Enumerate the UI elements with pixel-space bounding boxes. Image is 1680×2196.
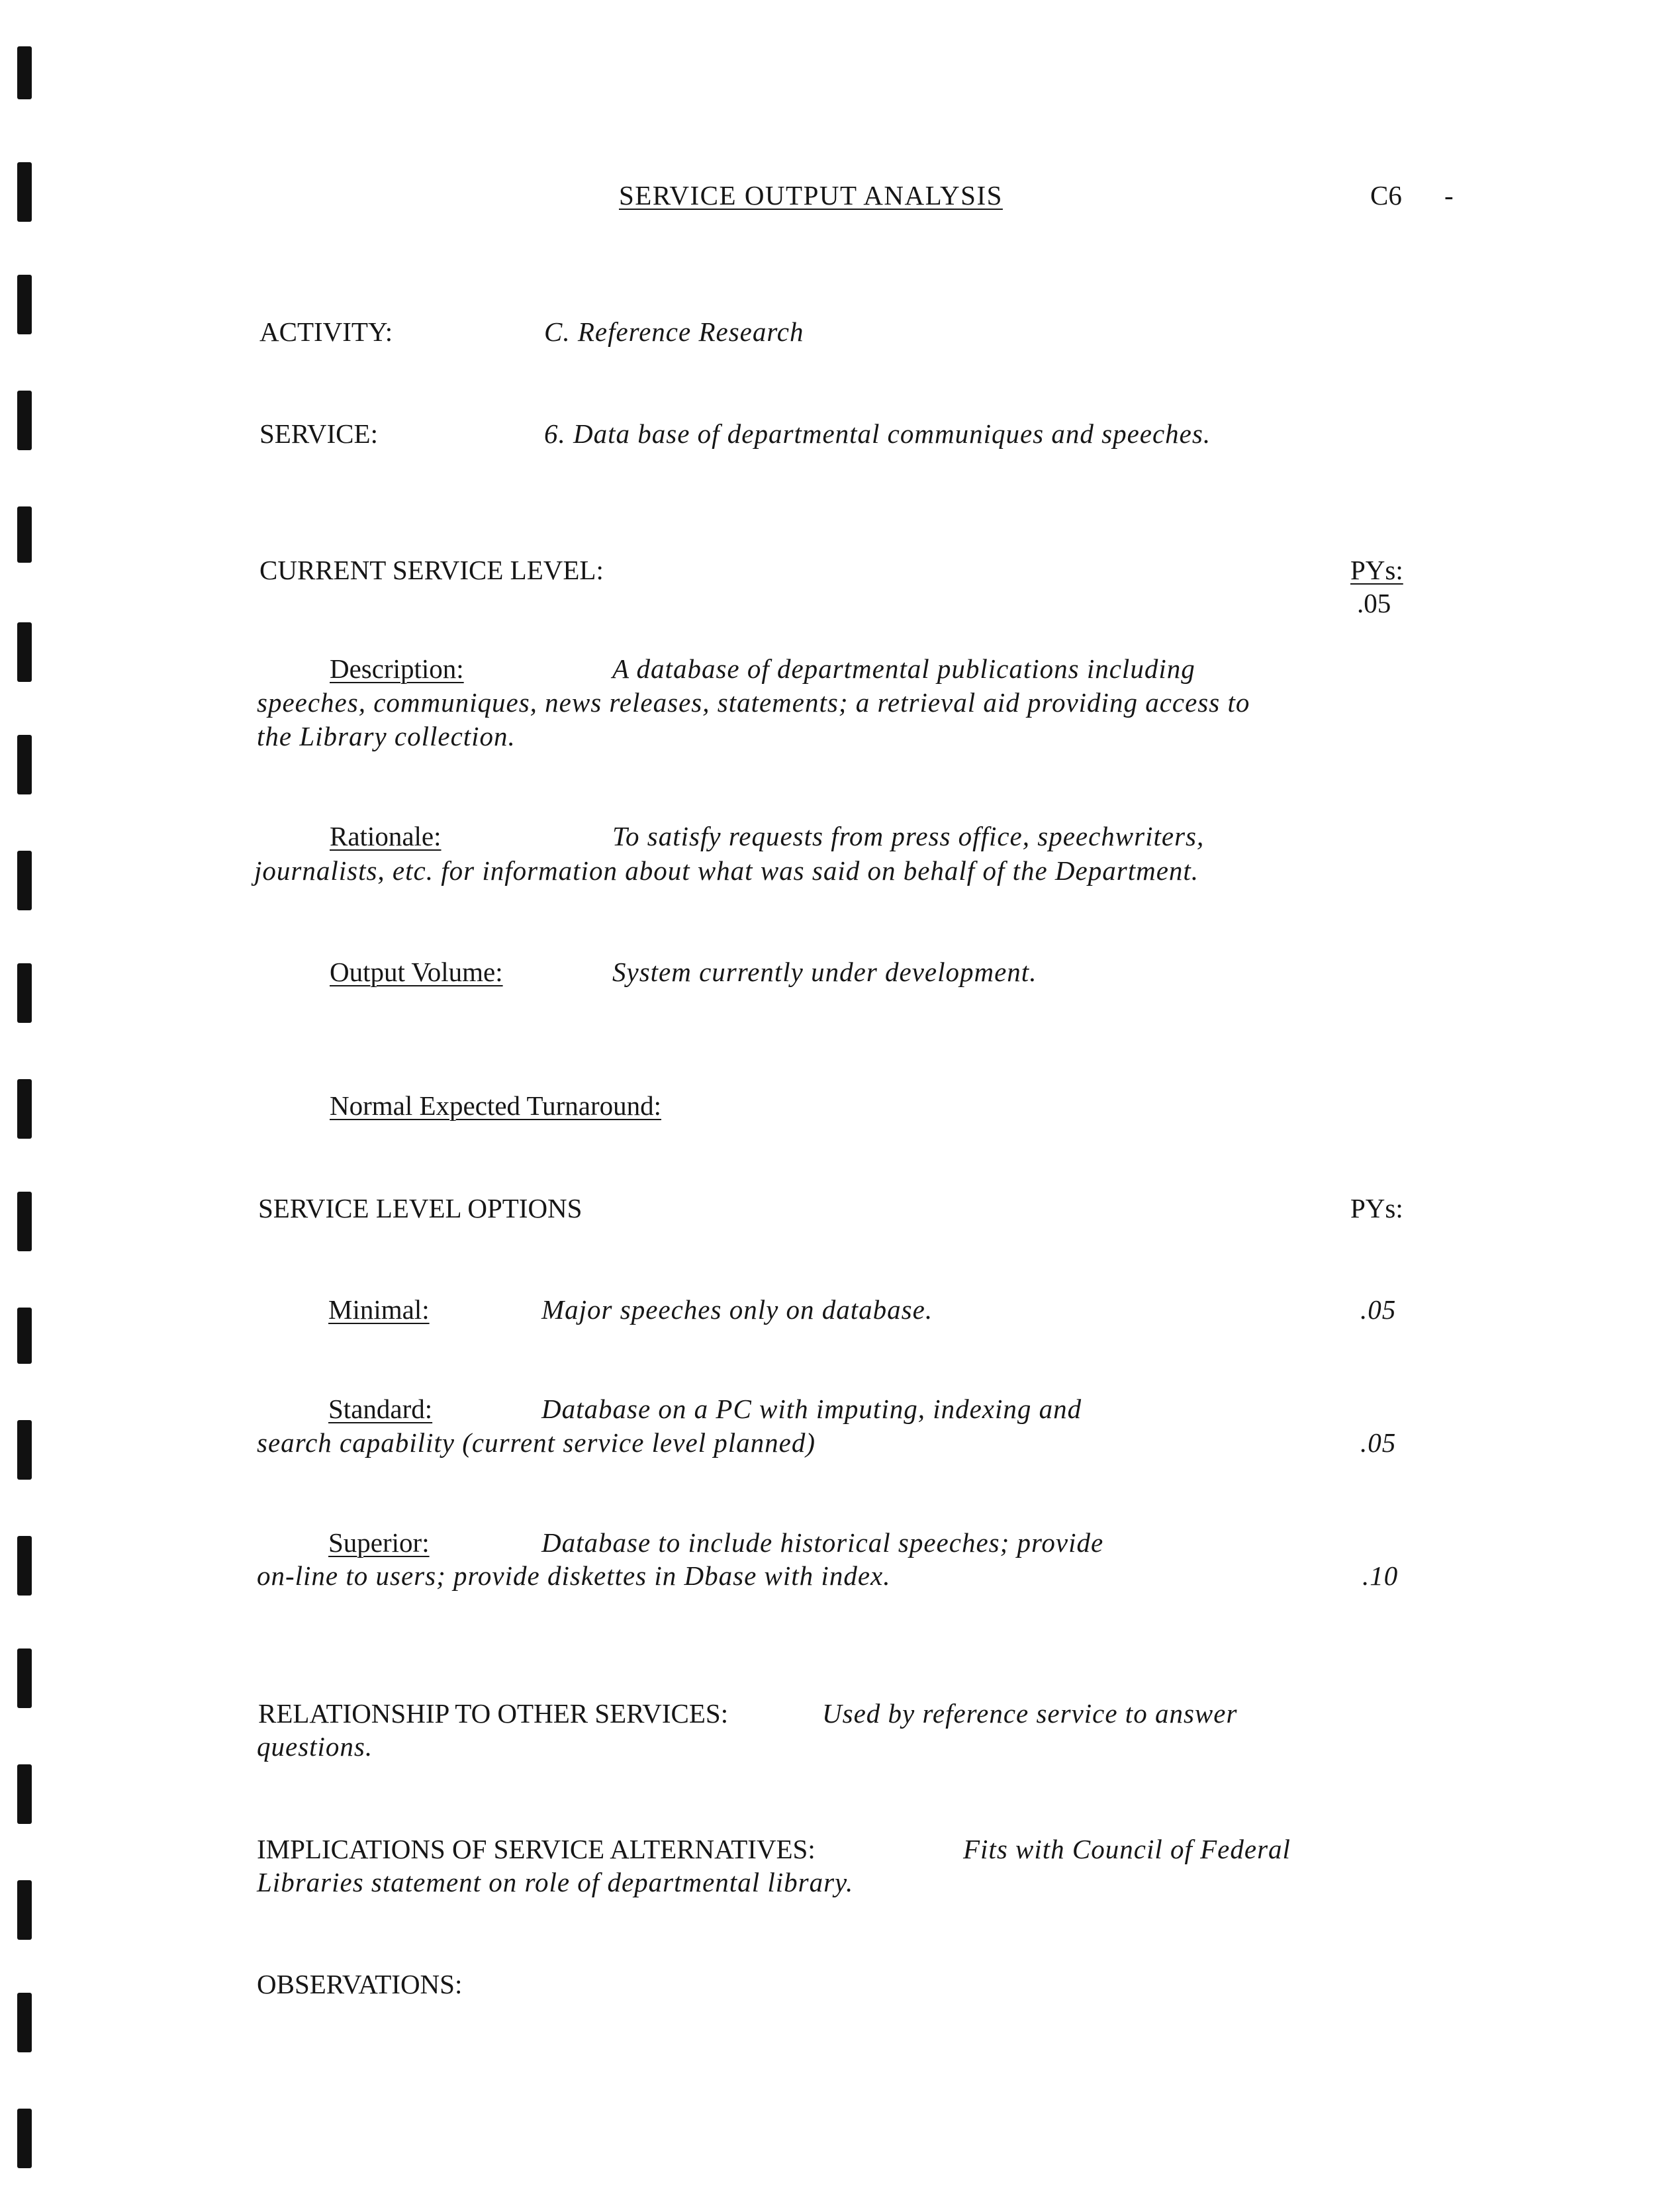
output-volume-value: System currently under development.	[612, 957, 1037, 987]
minimal-line: Major speeches only on database.	[541, 1294, 933, 1325]
superior-pys: .10	[1362, 1560, 1399, 1591]
standard-line: search capability (current service level planned)	[257, 1427, 816, 1458]
service-value: 6. Data base of departmental communiques and speeches.	[544, 418, 1211, 449]
binder-mark	[17, 1536, 32, 1596]
binder-mark	[17, 46, 32, 99]
implications-line: Fits with Council of Federal	[963, 1834, 1291, 1864]
standard-pys: .05	[1360, 1427, 1397, 1458]
binder-mark	[17, 1993, 32, 2052]
standard-label: Standard:	[328, 1394, 433, 1424]
current-pys-value: .05	[1357, 588, 1391, 618]
rationale-label: Rationale:	[330, 821, 442, 851]
output-volume-label: Output Volume:	[330, 957, 503, 987]
description-label: Description:	[330, 653, 464, 684]
superior-line: Database to include historical speeches; provide	[541, 1527, 1104, 1558]
activity-label: ACTIVITY:	[259, 316, 393, 347]
minimal-pys: .05	[1360, 1294, 1397, 1325]
binder-mark	[17, 1764, 32, 1824]
description-line: the Library collection.	[257, 721, 516, 751]
binder-mark	[17, 1192, 32, 1251]
binder-mark	[17, 391, 32, 450]
observations-label: OBSERVATIONS:	[257, 1969, 463, 1999]
service-level-options-label: SERVICE LEVEL OPTIONS	[258, 1193, 583, 1223]
binder-mark	[17, 1648, 32, 1708]
rationale-line: To satisfy requests from press office, speechwriters,	[612, 821, 1205, 851]
rationale-line: journalists, etc. for information about what was said on behalf of the Department.	[254, 855, 1199, 886]
turnaround-label: Normal Expected Turnaround:	[330, 1090, 662, 1121]
binder-mark	[17, 622, 32, 682]
description-line: A database of departmental publications including	[612, 653, 1195, 684]
minimal-label: Minimal:	[328, 1294, 430, 1325]
relationship-line: Used by reference service to answer	[822, 1698, 1238, 1729]
binder-mark	[17, 1880, 32, 1940]
current-pys-label: PYs:	[1350, 555, 1403, 585]
superior-line: on-line to users; provide diskettes in Dbase with index.	[257, 1560, 891, 1591]
binder-mark	[17, 1079, 32, 1139]
binder-mark	[17, 851, 32, 910]
implications-line: Libraries statement on role of departmental library.	[257, 1867, 854, 1897]
binder-mark	[17, 162, 32, 222]
current-service-level-label: CURRENT SERVICE LEVEL:	[259, 555, 604, 585]
service-label: SERVICE:	[259, 418, 378, 449]
binder-mark	[17, 963, 32, 1023]
binder-mark	[17, 506, 32, 563]
binder-mark	[17, 275, 32, 334]
activity-value: C. Reference Research	[544, 316, 804, 347]
binder-mark	[17, 735, 32, 794]
binder-mark	[17, 2109, 32, 2168]
binder-mark	[17, 1308, 32, 1364]
page-code-dash: -	[1444, 180, 1454, 211]
page-code: C6	[1370, 180, 1402, 211]
options-pys-label: PYs:	[1350, 1193, 1403, 1223]
standard-line: Database on a PC with imputing, indexing and	[541, 1394, 1082, 1424]
relationship-line: questions.	[257, 1731, 373, 1762]
superior-label: Superior:	[328, 1527, 430, 1558]
binder-mark	[17, 1420, 32, 1480]
binder-edge-marks	[17, 0, 44, 2196]
page-title: SERVICE OUTPUT ANALYSIS	[619, 180, 1003, 211]
implications-label: IMPLICATIONS OF SERVICE ALTERNATIVES:	[257, 1834, 816, 1864]
relationship-label: RELATIONSHIP TO OTHER SERVICES:	[258, 1698, 729, 1729]
description-line: speeches, communiques, news releases, statements; a retrieval aid providing access to	[257, 687, 1250, 718]
